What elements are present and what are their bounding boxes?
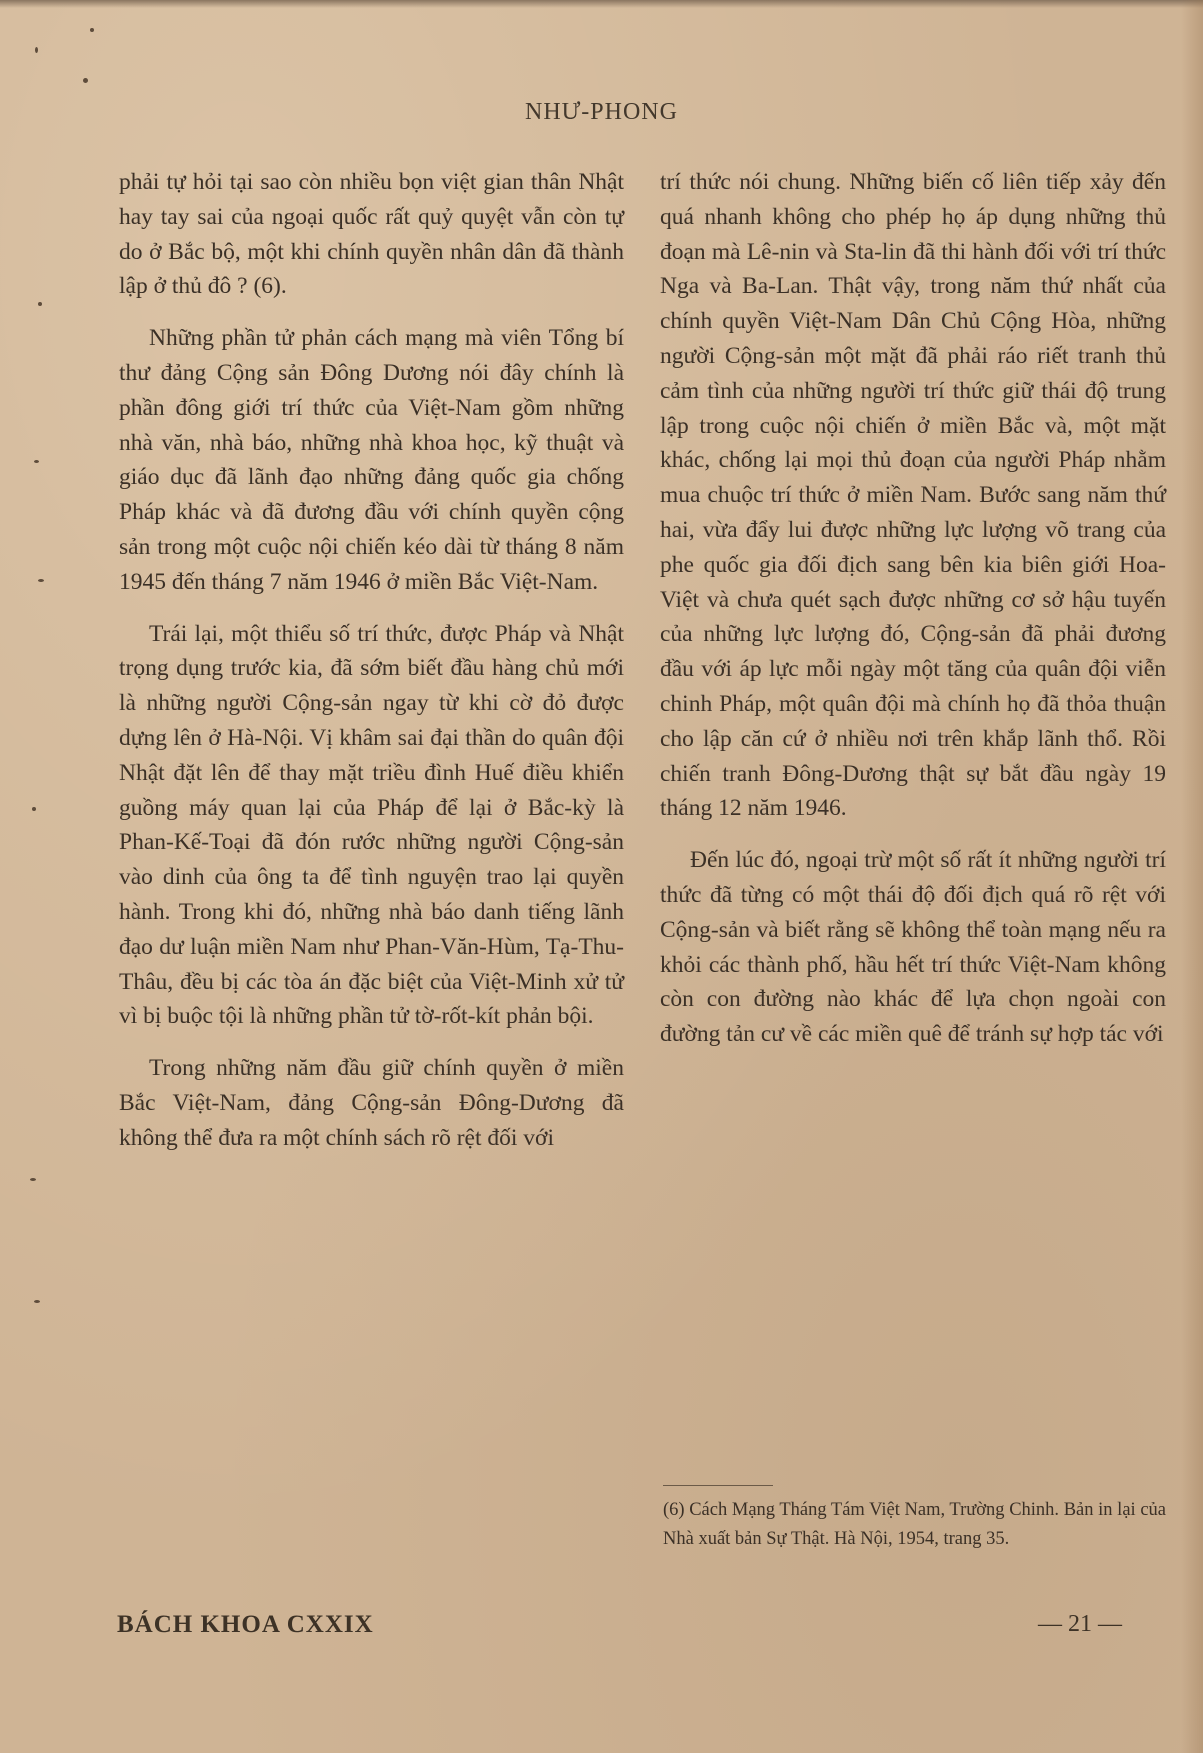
right-column xyxy=(660,165,1166,1069)
body-paragraph: Đến lúc đó, ngoại trừ một số rất ít những người trí thức đã từng có một thái độ đối địch quá rõ rệt với Cộng-sản và biết rằng sẽ không thể toàn mạng nếu ra khỏi các thành phố, hầu hết trí thức Việt-Nam không còn con đường nào khác để lựa chọn ngoài con đường tản cư về các miền quê để tránh sự hợp tác với xyxy=(660,847,1166,1048)
footnote: (6) Cách Mạng Tháng Tám Việt Nam, Trường Chinh. Bản in lại của Nhà xuất bản Sự Thật. Hà Nội, 1954, trang 35. xyxy=(663,1500,1166,1549)
ink-speck xyxy=(35,47,38,53)
ink-speck xyxy=(90,28,94,32)
ink-speck xyxy=(34,460,39,463)
ink-speck xyxy=(83,78,88,83)
magazine-title: BÁCH KHOA CXXIX xyxy=(117,1611,374,1638)
running-head: NHƯ-PHONG xyxy=(525,99,678,125)
ink-speck xyxy=(38,302,42,306)
body-paragraph: Những phần tử phản cách mạng mà viên Tổng bí thư đảng Cộng sản Đông Dương nói đây chính là phần đông giới trí thức của Việt-Nam gồm những nhà văn, nhà báo, những nhà khoa học, kỹ thuật và giáo dục đã lãnh đạo những đảng quốc gia chống Pháp khác và đã đương đầu với chính quyền cộng sản trong một cuộc nội chiến kéo dài từ tháng 8 năm 1945 đến tháng 7 năm 1946 ở miền Bắc Việt-Nam. xyxy=(119,325,624,595)
footnote-divider xyxy=(663,1485,773,1486)
left-column xyxy=(119,165,624,1173)
page-top-edge xyxy=(0,0,1203,8)
body-paragraph: phải tự hỏi tại sao còn nhiều bọn việt gian thân Nhật hay tay sai của ngoại quốc rất quỷ quyệt vẫn còn tự do ở Bắc bộ, một khi chính quyền nhân dân đã thành lập ở thủ đô ? (6). xyxy=(119,169,624,300)
page-number: — 21 — xyxy=(1038,1611,1122,1637)
body-paragraph: trí thức nói chung. Những biến cố liên tiếp xảy đến quá nhanh không cho phép họ áp dụng những thủ đoạn mà Lê-nin và Sta-lin đã thi hành đối với trí thức Nga và Ba-Lan. Thật vậy, trong năm thứ nhất của chính quyền Việt-Nam Dân Chủ Cộng Hòa, những người Cộng-sản một mặt đã phải ráo riết tranh thủ cảm tình của những người trí thức giữ thái độ trung lập trong cuộc nội chiến ở miền Bắc và, một mặt khác, chống lại mọi thủ đoạn của người Pháp nhằm mua chuộc trí thức ở miền Nam. Bước sang năm thứ hai, vừa đẩy lui được những lực lượng võ trang của phe quốc gia đối địch sang bên kia biên giới Hoa-Việt và chưa quét sạch được những cơ sở hậu tuyến của những lực lượng đó, Cộng-sản đã phải đương đầu với áp lực mỗi ngày một tăng của quân đội viễn chinh Pháp, một quân đội mà chính họ đã thỏa thuận cho lập căn cứ ở nhiều nơi trên khắp lãnh thổ. Rồi chiến tranh Đông-Dương thật sự bắt đầu ngày 19 tháng 12 năm 1946. xyxy=(660,169,1166,822)
ink-speck xyxy=(32,807,36,811)
page-right-edge xyxy=(1181,0,1203,1753)
body-paragraph: Trong những năm đầu giữ chính quyền ở miền Bắc Việt-Nam, đảng Cộng-sản Đông-Dương đã không thể đưa ra một chính sách rõ rệt đối với xyxy=(119,1055,624,1151)
ink-speck xyxy=(34,1300,40,1303)
ink-speck xyxy=(30,1178,36,1181)
body-paragraph: Trái lại, một thiểu số trí thức, được Pháp và Nhật trọng dụng trước kia, đã sớm biết đầu hàng chủ mới là những người Cộng-sản ngay từ khi cờ đỏ được dựng lên ở Hà-Nội. Vị khâm sai đại thần do quân đội Nhật đặt lên để thay mặt triều đình Huế điều khiển guồng máy quan lại của Pháp để lại ở Bắc-kỳ là Phan-Kế-Toại đã đón rước những người Cộng-sản vào dinh của ông ta để tình nguyện trao lại quyền hành. Trong khi đó, những nhà báo danh tiếng lãnh đạo dư luận miền Nam như Phan-Văn-Hùm, Tạ-Thu-Thâu, đều bị các tòa án đặc biệt của Việt-Minh xử tử vì bị buộc tội là những phần tử tờ-rốt-kít phản bội. xyxy=(119,620,624,1030)
ink-speck xyxy=(38,579,44,582)
